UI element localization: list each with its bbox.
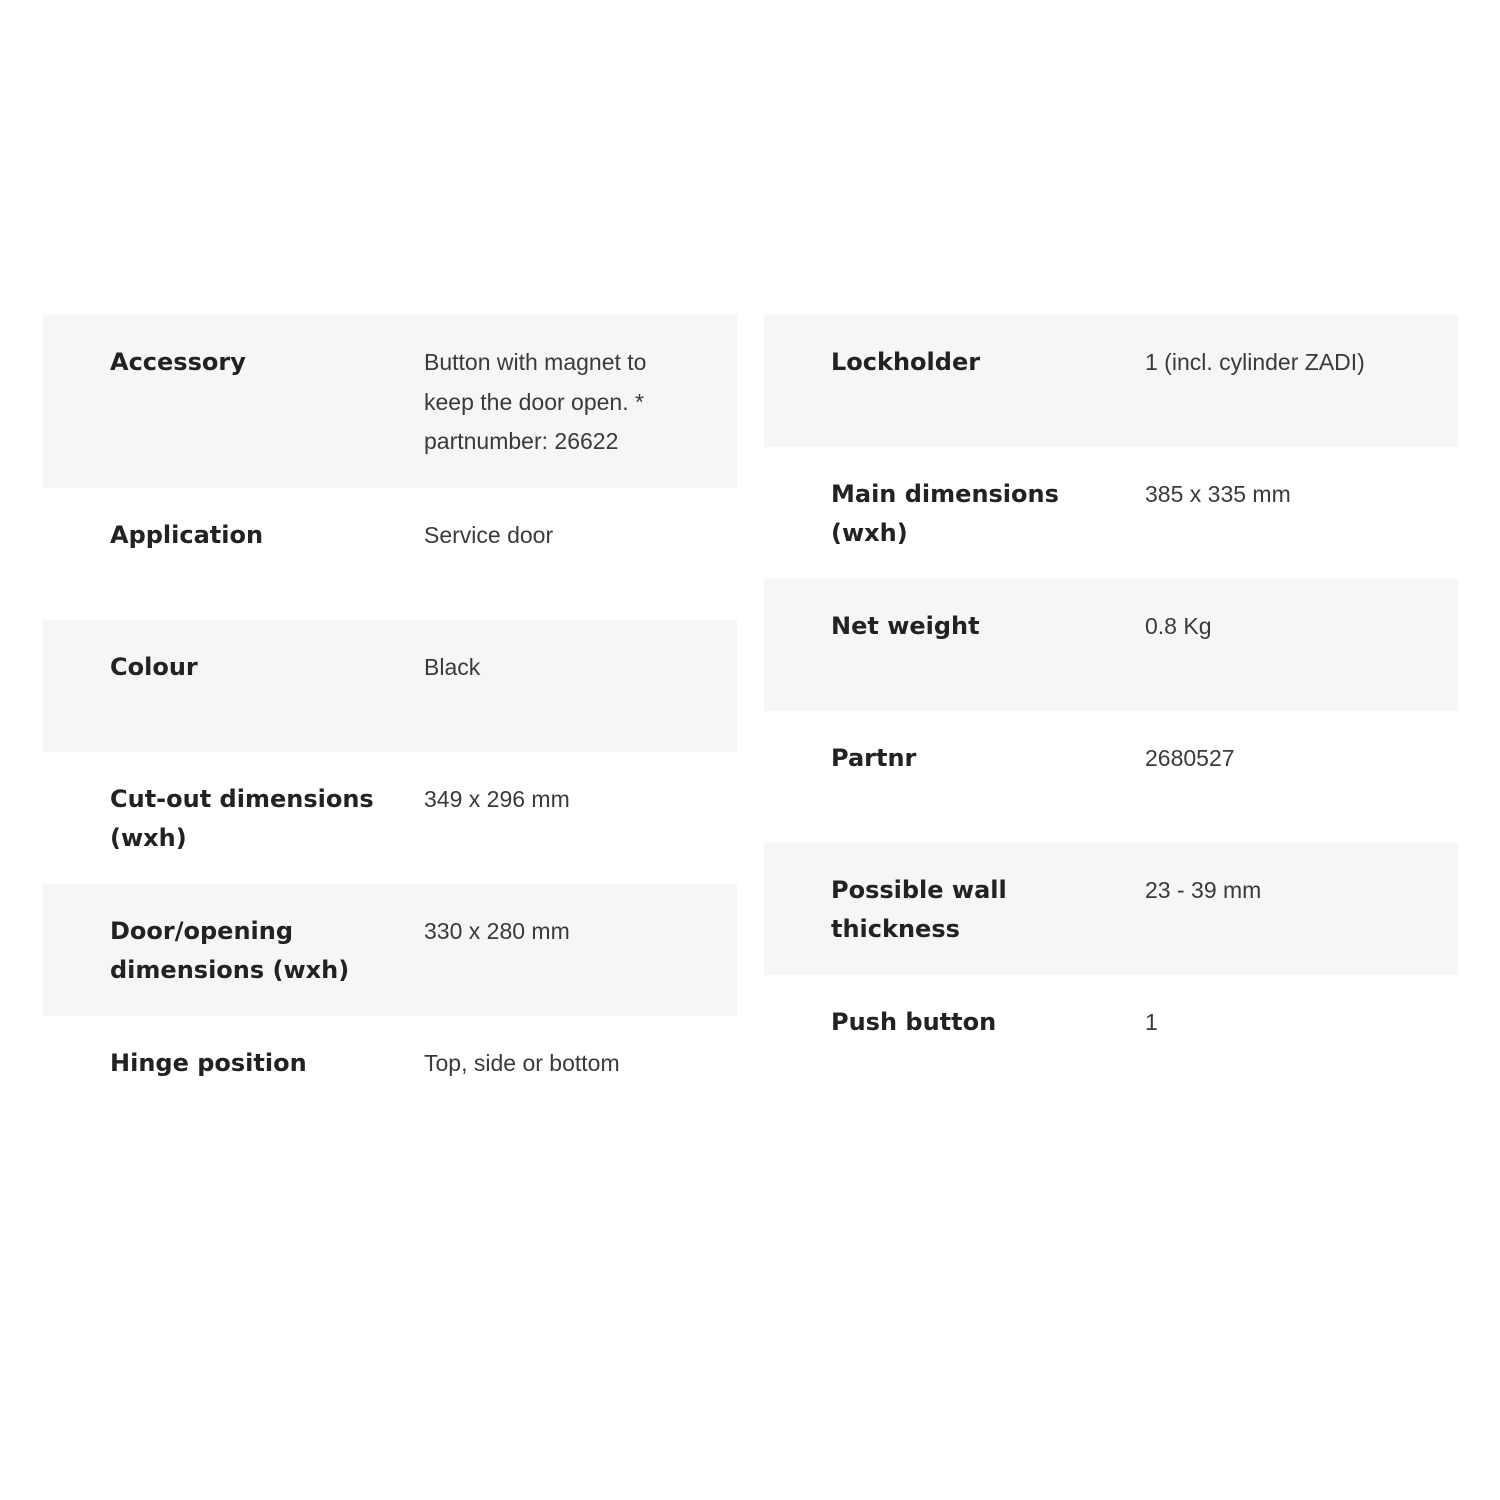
spec-label: Door/opening dimensions (wxh) [110, 916, 350, 984]
spec-row-wall-thickness [764, 843, 1458, 975]
spec-column-left [43, 315, 737, 1148]
spec-row-partnr [764, 711, 1458, 843]
spec-label: Possible wall thickness [831, 876, 1007, 943]
spec-row-lockholder [764, 315, 1458, 447]
spec-value: 1 [1145, 1009, 1158, 1035]
spec-value: Top, side or bottom [424, 1049, 620, 1076]
spec-row-application [43, 488, 737, 620]
spec-label: Lockholder [831, 348, 981, 376]
spec-row-cutout-dimensions [43, 752, 737, 884]
spec-label: Accessory [110, 348, 246, 376]
spec-value: Black [424, 653, 481, 680]
spec-label: Push button [831, 1008, 997, 1036]
spec-value: 23 - 39 mm [1145, 877, 1262, 903]
spec-value: Button with magnet to keep the door open. * partnumber: 26622 [424, 349, 647, 454]
spec-label: Net weight [831, 612, 980, 640]
spec-row-colour [43, 620, 737, 752]
spec-label: Cut-out dimensions (wxh) [110, 784, 374, 852]
spec-label: Main dimensions (wxh) [831, 480, 1059, 547]
spec-value: Service door [424, 521, 554, 548]
spec-label: Hinge position [110, 1048, 307, 1077]
spec-row-accessory [43, 315, 737, 488]
spec-value: 385 x 335 mm [1145, 481, 1291, 507]
spec-row-door-opening-dimensions [43, 884, 737, 1016]
spec-value: 1 (incl. cylinder ZADI) [1145, 349, 1365, 375]
spec-value: 330 x 280 mm [424, 917, 570, 944]
spec-label: Application [110, 520, 264, 549]
spec-column-right [764, 315, 1458, 1107]
spec-value: 2680527 [1145, 745, 1235, 771]
spec-label: Colour [110, 652, 198, 681]
spec-row-hinge-position [43, 1016, 737, 1148]
spec-value: 349 x 296 mm [424, 785, 570, 812]
spec-label: Partnr [831, 744, 917, 772]
spec-row-push-button [764, 975, 1458, 1107]
spec-row-net-weight [764, 579, 1458, 711]
spec-value: 0.8 Kg [1145, 613, 1212, 639]
spec-row-main-dimensions [764, 447, 1458, 579]
